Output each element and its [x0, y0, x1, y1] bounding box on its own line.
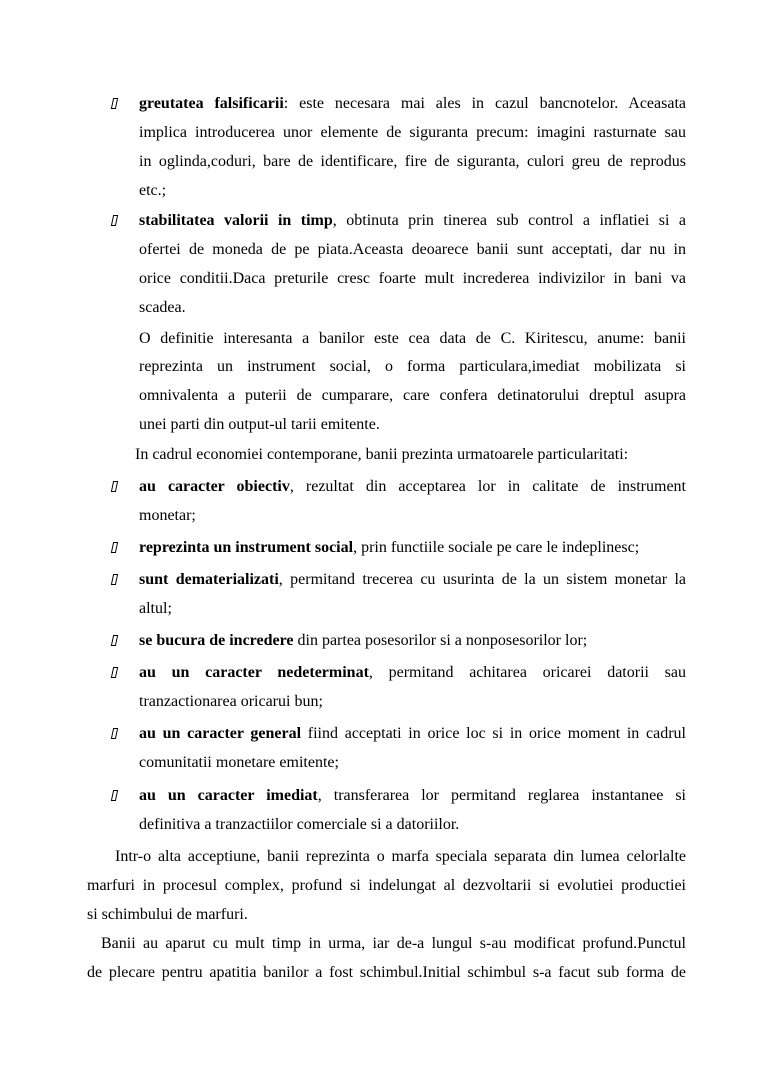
- bullet-line: ofertei de moneda de pe piata.Aceasta deoarece banii sunt acceptati, dar nu in: [139, 241, 686, 258]
- paragraph-line: Intr-o alta acceptiune, banii reprezinta o marfa speciala separata din lumea celorlalte: [115, 848, 686, 865]
- definition-line: unei parti din output-ul tarii emitente.: [139, 416, 380, 433]
- bullet-line: definitiva a tranzactiilor comerciale si a datoriilor.: [139, 816, 460, 833]
- definition-line: omnivalenta a puterii de cumparare, care confera detinatorului dreptul asupra: [139, 387, 686, 404]
- bullet-line: comunitatii monetare emitente;: [139, 754, 339, 771]
- intro-line: In cadrul economiei contemporane, banii prezinta urmatoarele particularitati:: [135, 446, 629, 463]
- bullet-line: au caracter obiectiv, rezultat din acceptarea lor in calitate de instrument: [139, 478, 686, 495]
- bullet-line: monetar;: [139, 507, 196, 524]
- bullet-line: in oglinda,coduri, bare de identificare, fire de siguranta, culori greu de reprodus: [139, 153, 686, 170]
- bullet-line: au un caracter nedeterminat, permitand achitarea oricarei datorii sau: [139, 664, 686, 681]
- paragraph-line: si schimbului de marfuri.: [87, 906, 248, 923]
- bullet-line: stabilitatea valorii in timp, obtinuta prin tinerea sub control a inflatiei si a: [139, 212, 686, 229]
- bullet-line: orice conditii.Daca preturile cresc foarte mult increderea indivizilor in bani va: [139, 270, 686, 287]
- paragraph-line: Banii au aparut cu mult timp in urma, iar de-a lungul s-au modificat profund.Punctul: [101, 935, 686, 952]
- bullet-line: sunt dematerializati, permitand trecerea cu usurinta de la un sistem monetar la: [139, 571, 686, 588]
- paragraph-line: de plecare pentru apatitia banilor a fost schimbul.Initial schimbul s-a facut sub forma de: [87, 964, 686, 981]
- bullet-line: scadea.: [139, 299, 186, 316]
- bullet-line: au un caracter general fiind acceptati in orice loc si in orice moment in cadrul: [139, 725, 687, 742]
- bullet-line: altul;: [139, 600, 172, 617]
- bullet-line: se bucura de incredere din partea posesorilor si a nonposesorilor lor;: [139, 632, 588, 649]
- bullet-line: au un caracter imediat, transferarea lor permitand reglarea instantanee si: [139, 787, 686, 804]
- bullet-line: greutatea falsificarii: este necesara mai ales in cazul bancnotelor. Aceasata: [139, 95, 686, 112]
- definition-line: reprezinta un instrument social, o forma particulara,imediat mobilizata si: [139, 358, 686, 375]
- bullet-line: reprezinta un instrument social, prin functiile sociale pe care le indeplinesc;: [139, 539, 640, 556]
- bullet-line: implica introducerea unor elemente de siguranta precum: imagini rasturnate sau: [139, 124, 686, 141]
- definition-line: O definitie interesanta a banilor este cea data de C. Kiritescu, anume: banii: [139, 330, 686, 347]
- paragraph-line: marfuri in procesul complex, profund si indelungat al dezvoltarii si evolutiei productiei: [87, 877, 686, 894]
- bullet-line: etc.;: [139, 182, 167, 199]
- bullet-line: tranzactionarea oricarui bun;: [139, 693, 323, 710]
